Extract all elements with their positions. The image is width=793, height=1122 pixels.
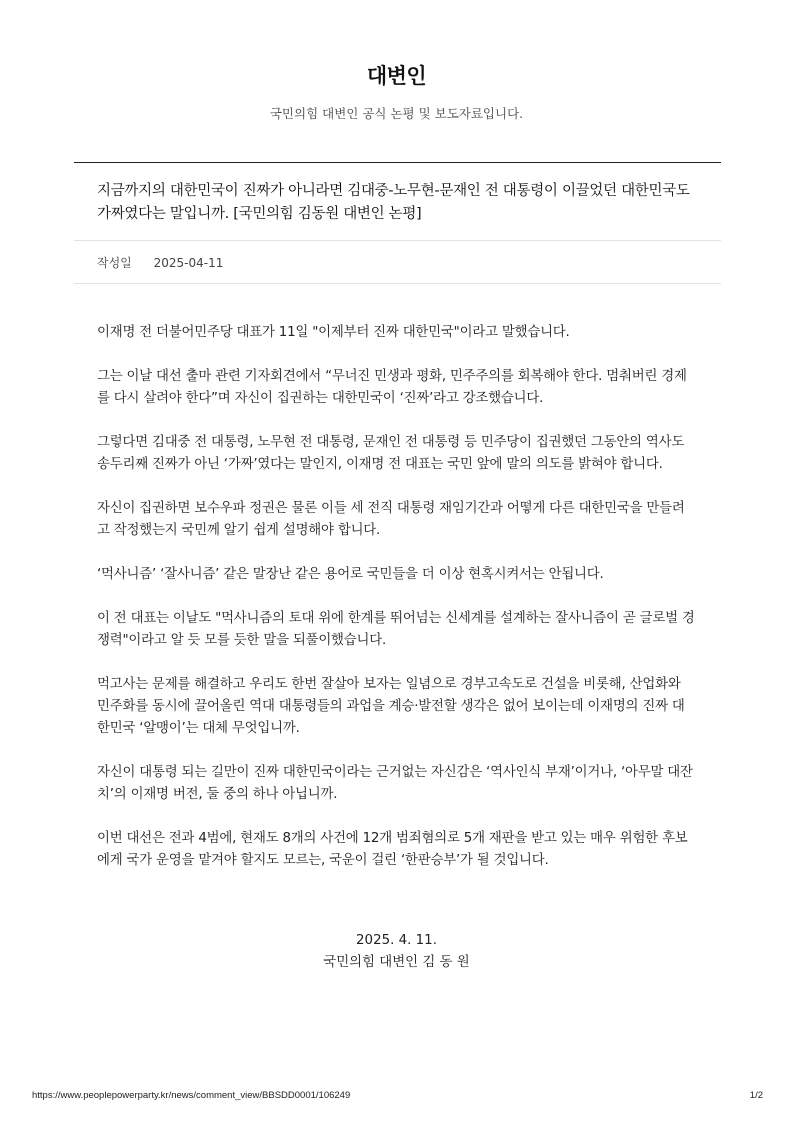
footer-url: https://www.peoplepowerparty.kr/news/comment_view/BBSDD0001/106249 xyxy=(32,1090,351,1101)
paragraph-5: ‘먹사니즘’ ‘잘사니즘’ 같은 말장난 같은 용어로 국민들을 더 이상 현혹시켜서는 안됩니다. xyxy=(97,567,604,582)
signature-name: 국민의힘 대변인 김 동 원 xyxy=(323,955,470,970)
signature-date: 2025. 4. 11. xyxy=(356,933,437,948)
article-meta xyxy=(97,254,223,271)
paragraph-8: 자신이 대통령 되는 길만이 진짜 대한민국이라는 근거없는 자신감은 ‘역사인식 부재’이거나, ‘아무말 대잔치’의 이재명 버전, 둘 중의 하나 아닙니까. xyxy=(97,765,693,802)
article-date: 2025-04-11 xyxy=(153,256,224,270)
paragraph-4: 자신이 집권하면 보수우파 정권은 물론 이들 세 전직 대통령 재임기간과 어떻게 다른 대한민국을 만들려고 작정했는지 국민께 알기 쉽게 설명해야 합니다. xyxy=(97,501,685,538)
paragraph-9: 이번 대선은 전과 4범에, 현재도 8개의 사건에 12개 범죄혐의로 5개 재판을 받고 있는 매우 위험한 후보에게 국가 운영을 맡겨야 할지도 모르는, 국운이 걸린 ‘한판승부’가 될 것입니다. xyxy=(97,831,688,868)
paragraph-7: 먹고사는 문제를 해결하고 우리도 한번 잘살아 보자는 일념으로 경부고속도로 건설을 비롯해, 산업화와 민주화를 동시에 끌어올린 역대 대통령들의 과업을 계승·발전할 생각은 없어 보이는데 이재명의 진짜 대한민국 ‘알맹이’는 대체 무엇입니까. xyxy=(97,677,685,736)
paragraph-3: 그렇다면 김대중 전 대통령, 노무현 전 대통령, 문재인 전 대통령 등 민주당이 집권했던 그동안의 역사도 송두리째 진짜가 아닌 ‘가짜’였다는 말인지, 이재명 전 대표는 국민 앞에 말의 의도를 밝혀야 합니다. xyxy=(97,435,685,472)
site-title: 대변인 xyxy=(366,64,427,88)
site-subtitle: 국민의힘 대변인 공식 논평 및 보도자료입니다. xyxy=(269,106,524,121)
paragraph-6: 이 전 대표는 이날도 "먹사니즘의 토대 위에 한계를 뛰어넘는 신세계를 설계하는 잘사니즘이 곧 글로벌 경쟁력"이라고 알 듯 모를 듯한 말을 되풀이했습니다. xyxy=(97,611,695,648)
date-label: 작성일 xyxy=(97,256,132,270)
title-divider xyxy=(74,240,721,241)
paragraph-2: 그는 이날 대선 출마 관련 기자회견에서 “무너진 민생과 평화, 민주주의를 회복해야 한다. 멈춰버린 경제를 다시 살려야 한다”며 자신이 집권하는 대한민국이 ‘진짜’라고 강조했습니다. xyxy=(97,369,687,406)
page-number: 1/2 xyxy=(749,1090,763,1101)
article-title: 지금까지의 대한민국이 진짜가 아니라면 김대중-노무현-문재인 전 대통령이 이끌었던 대한민국도 가짜였다는 말입니까. [국민의힘 김동원 대변인 논평] xyxy=(97,183,690,222)
header-divider xyxy=(74,162,721,163)
signature-block xyxy=(0,930,793,974)
article-body xyxy=(97,322,697,894)
paragraph-1: 이재명 전 더불어민주당 대표가 11일 "이제부터 진짜 대한민국"이라고 말했습니다. xyxy=(97,325,570,340)
meta-divider xyxy=(74,283,721,284)
